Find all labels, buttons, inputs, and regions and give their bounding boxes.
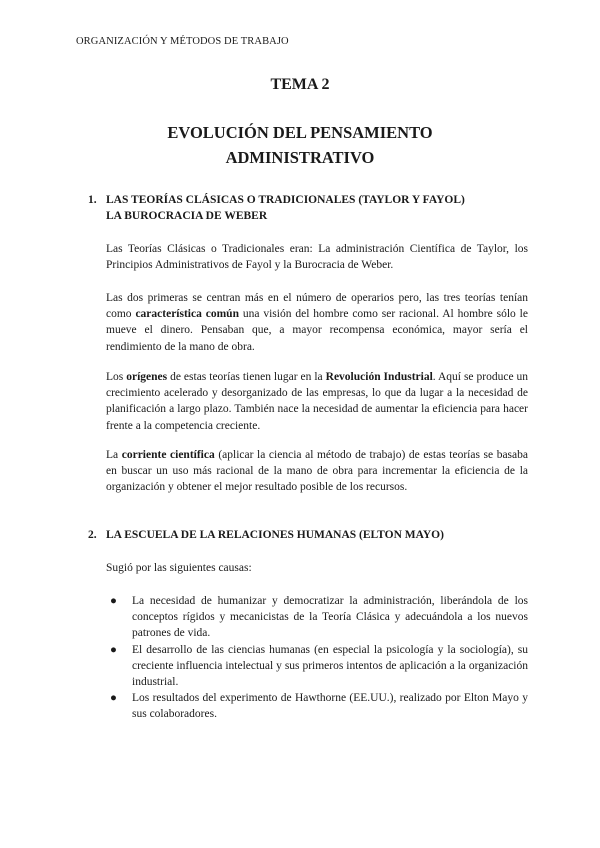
section-2-title: LA ESCUELA DE LA RELACIONES HUMANAS (ELTON MAYO) <box>106 529 444 541</box>
paragraph-2-text-c: una visión del hombre como ser racional. Al hombre sólo le mueve el dinero. Pensaban que, a mayor recompensa económica, mayor sería el rendimiento de la mano de obra. <box>106 308 528 353</box>
paragraph-4 <box>106 447 528 496</box>
paragraph-3 <box>106 369 528 434</box>
section-1-title-line1: LAS TEORÍAS CLÁSICAS O TRADICIONALES (TAYLOR Y FAYOL) <box>106 194 465 206</box>
paragraph-1: Las Teorías Clásicas o Tradicionales eran: La administración Científica de Taylor, los Principios Administrativos de Fayol y la Burocracia de Weber. <box>106 243 528 272</box>
bullet-icon: ● <box>110 595 117 607</box>
page-header: ORGANIZACIÓN Y MÉTODOS DE TRABAJO <box>76 36 289 47</box>
paragraph-3-text-e: . Aquí se produce un crecimiento acelerado y desorganizado de las empresas, lo que da lugar a la necesidad de planificación a largo plazo. También nace la necesidad de aumentar la eficiencia para hacer frente a la competencia creciente. <box>106 371 529 432</box>
paragraph-2 <box>106 290 528 355</box>
paragraph-3-bold-revolution: Revolución Industrial <box>325 371 433 383</box>
section-2-number: 2. <box>88 529 97 541</box>
paragraph-2-text-a: Las dos primeras se centran más en el número de operarios pero, las tres teorías tenían como <box>106 292 528 321</box>
list-item <box>106 593 528 642</box>
section-1-title-line2: LA BUROCRACIA DE WEBER <box>106 209 268 222</box>
causes-list <box>106 593 528 723</box>
paragraph-4-bold-term: corriente científica <box>121 449 215 461</box>
list-item-text: Los resultados del experimento de Hawthorne (EE.UU.), realizado por Elton Mayo y sus colaboradores. <box>132 692 528 721</box>
list-item <box>106 642 528 691</box>
paragraph-3-text-c: de estas teorías tienen lugar en la <box>167 371 326 383</box>
page-title: EVOLUCIÓN DEL PENSAMIENTO ADMINISTRATIVO <box>167 123 433 167</box>
paragraph-3-text-a: Los <box>106 371 127 383</box>
list-item <box>106 690 528 722</box>
list-item-text: El desarrollo de las ciencias humanas (en especial la psicología y la sociología), su creciente influencia intelectual y sus primeros intentos de aplicación a la organización industrial. <box>132 643 528 689</box>
bullet-icon: ● <box>110 643 117 656</box>
section-1-number: 1. <box>88 194 97 206</box>
paragraph-4-text-a: La <box>106 449 122 461</box>
paragraph-3-bold-origins: orígenes <box>126 371 168 383</box>
section-2-heading <box>88 528 528 544</box>
bullet-icon: ● <box>110 692 117 705</box>
topic-number: TEMA 2 <box>270 76 330 93</box>
paragraph-5: Sugió por las siguientes causas: <box>106 562 252 574</box>
list-item-text: La necesidad de humanizar y democratizar la administración, liberándola de los conceptos rígidos y mecanicistas de la Teoría Clásica y adecuándola a los nuevos patrones de vida. <box>132 595 528 640</box>
paragraph-4-text-c: (aplicar la ciencia al método de trabajo) de estas teorías se basaba en buscar un uso más racional de la mano de obra para incrementar la eficiencia de la organización y obtener el mejor resultado posible de los recursos. <box>106 449 528 494</box>
paragraph-2-bold-term: característica común <box>135 308 239 321</box>
section-1-heading <box>88 193 528 224</box>
